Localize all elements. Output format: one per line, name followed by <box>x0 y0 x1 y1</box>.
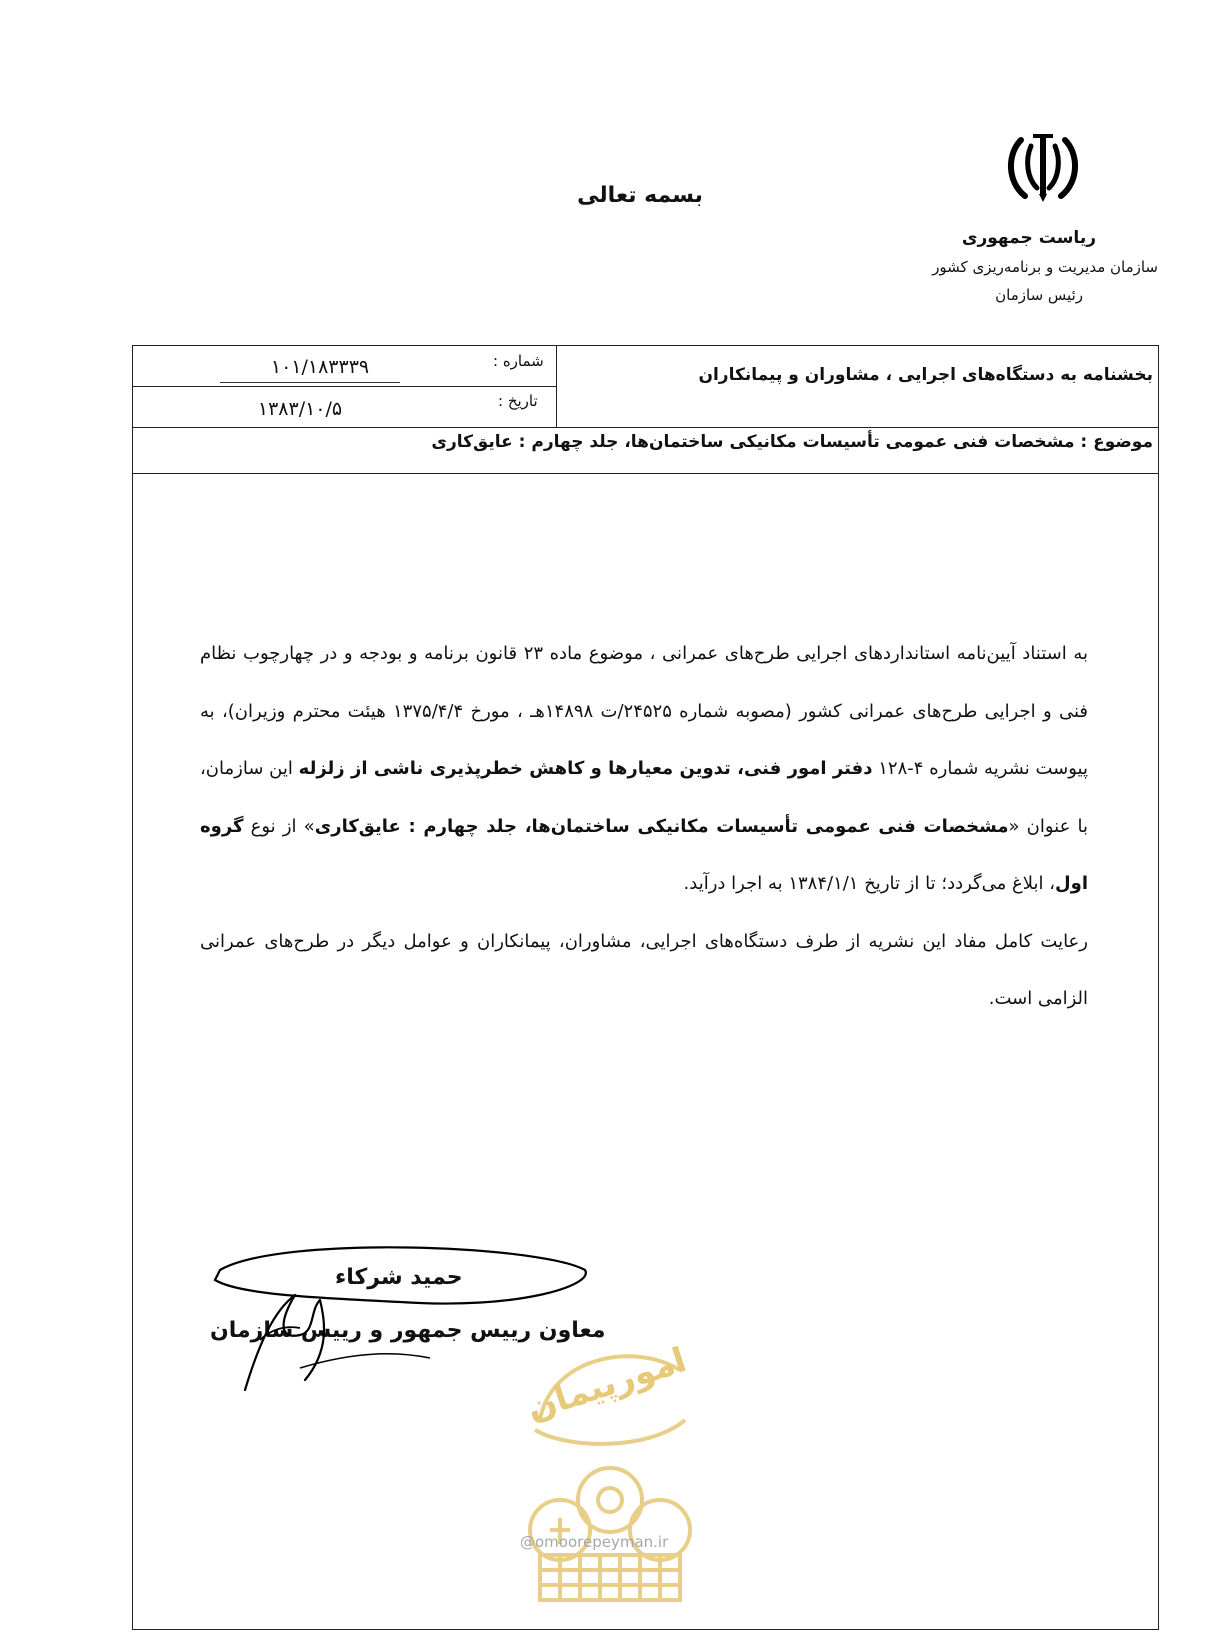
org-presidency: ریاست جمهوری <box>961 228 1096 248</box>
org-name: سازمان مدیریت و برنامه‌ریزی کشور <box>932 258 1158 276</box>
body-p1-bold-title: مشخصات فنی عمومی تأسیسات مکانیکی ساختمان‌ها، جلد چهارم : عایق‌کاری <box>314 815 1009 837</box>
org-head: رئیس سازمان <box>995 286 1083 304</box>
bismillah-heading: بسمه تعالی <box>577 183 703 208</box>
number-label: شماره : <box>493 352 544 370</box>
iran-emblem-icon <box>1003 128 1083 208</box>
letter-body <box>200 625 1088 1028</box>
body-paragraph-2: رعایت کامل مفاد این نشریه از طرف دستگاه‌های اجرایی، مشاوران، پیمانکاران و عوامل دیگر در طرح‌های عمرانی الزامی است. <box>200 930 1088 1009</box>
body-p1-text-c: این سازمان، با عنوان « <box>200 758 1089 837</box>
organization-block <box>858 228 1158 304</box>
svg-text:امورپیمان: امورپیمان <box>522 1340 692 1430</box>
signer-title: معاون رییس جمهور و رییس سازمان <box>210 1318 606 1343</box>
body-paragraph-1 <box>200 625 1088 913</box>
date-label: تاریخ : <box>498 392 538 410</box>
subject-line: موضوع : مشخصات فنی عمومی تأسیسات مکانیکی ساختمان‌ها، جلد چهارم : عایق‌کاری <box>431 432 1153 452</box>
body-p1-text-a: به استناد آیین‌نامه استانداردهای اجرایی طرح‌های عمرانی ، موضوع ماده ۲۳ قانون برنامه و بودجه و در چهارچوب نظام فنی و اجرایی طرح‌های عمرانی کشور (مصوبه شماره ۲۴۵۲۵/ت ۱۴۸۹۸هـ ، مورخ ۱۳۷۵/۴/۴ هیئت محترم وزیران)، به پیوست نشریه شماره ۴-۱۲۸ <box>200 643 1089 779</box>
body-p1-text-g: ، ابلاغ می‌گردد؛ تا از تاریخ ۱۳۸۴/۱/۱ به اجرا درآید. <box>683 873 1056 894</box>
meta-bottom-divider <box>132 427 1159 428</box>
watermark-url: @omoorepeyman.ir <box>520 1533 669 1551</box>
number-underline <box>220 382 400 383</box>
body-p1-text-e: » از نوع <box>243 815 315 837</box>
handwritten-signature <box>200 1240 600 1400</box>
body-p1-bold-group: گروه اول <box>200 815 1088 894</box>
number-date-divider <box>132 386 556 387</box>
circular-addressee: بخشنامه به دستگاه‌های اجرایی ، مشاوران و پیمانکاران <box>698 365 1153 385</box>
number-value: ۱۰۱/۱۸۳۳۳۹ <box>270 356 370 378</box>
signer-name: حمید شرکاء <box>335 1265 463 1290</box>
date-value: ۱۳۸۳/۱۰/۵ <box>257 398 343 420</box>
subject-bottom-divider <box>132 473 1159 474</box>
meta-column-divider <box>556 345 557 427</box>
body-p1-bold-office: دفتر امور فنی، تدوین معیارها و کاهش خطرپذیری ناشی از زلزله <box>298 758 873 779</box>
